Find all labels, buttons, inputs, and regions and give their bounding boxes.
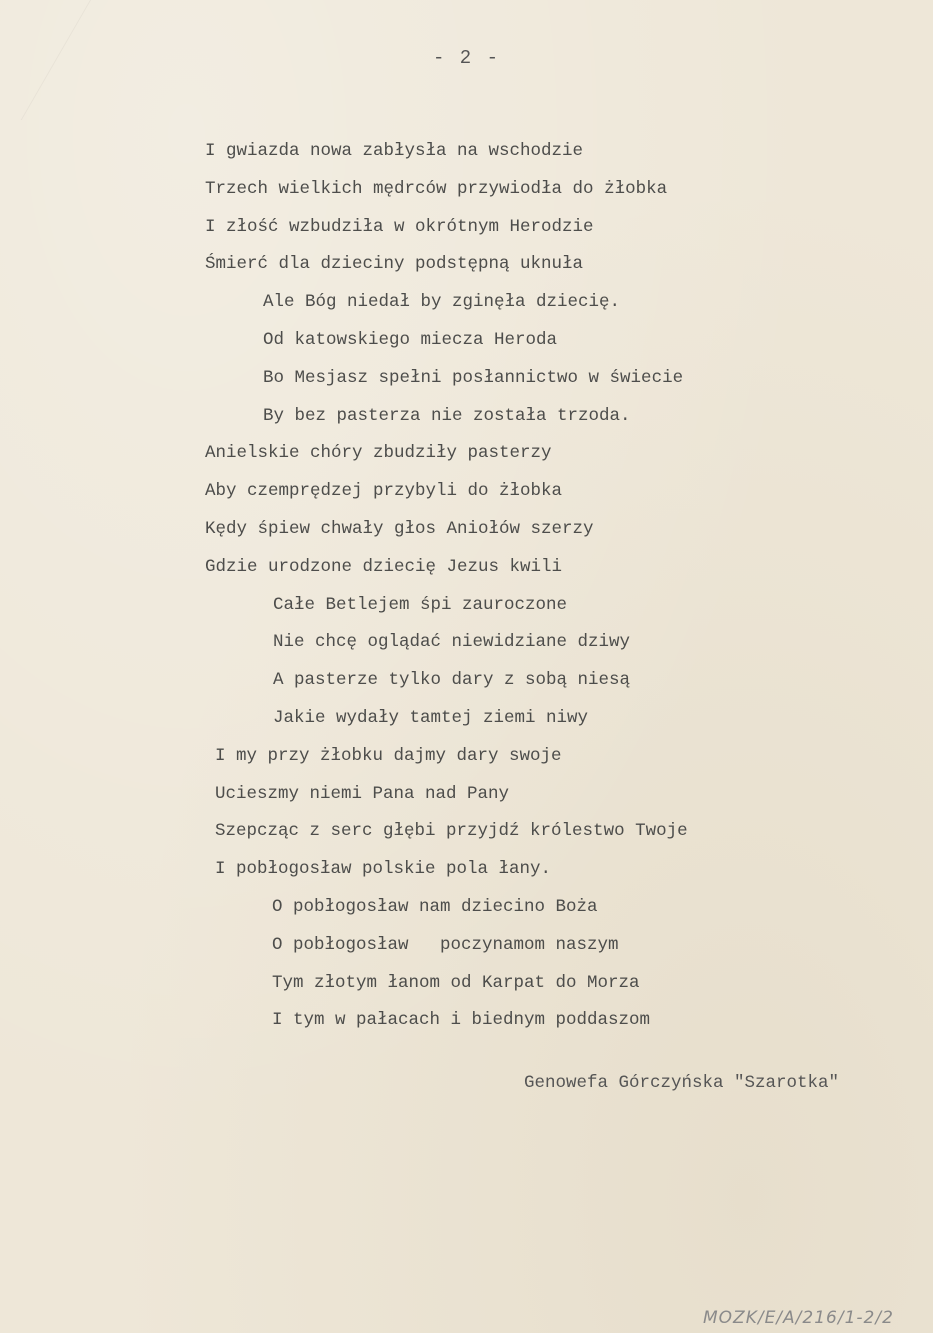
poem-line: Gdzie urodzone dziecię Jezus kwili xyxy=(205,557,563,577)
poem-line: Anielskie chóry zbudziły pasterzy xyxy=(205,443,552,463)
archive-reference-mark: MOZK/E/A/216/1-2/2 xyxy=(703,1308,894,1328)
poem-line: I tym w pałacach i biednym poddaszom xyxy=(272,1010,651,1030)
poem-line: I pobłogosław polskie pola łany. xyxy=(215,859,552,879)
poem-line: O pobłogosław nam dziecino Boża xyxy=(272,897,598,917)
poem-line: Ale Bóg niedał by zginęła dziecię. xyxy=(263,292,621,312)
poem-line: A pasterze tylko dary z sobą niesą xyxy=(273,670,631,690)
poem-line: Całe Betlejem śpi zauroczone xyxy=(273,595,568,615)
poem-line: I złość wzbudziła w okrótnym Herodzie xyxy=(205,217,594,237)
poem-line: Tym złotym łanom od Karpat do Morza xyxy=(272,973,640,993)
poem-line: Śmierć dla dzieciny podstępną uknuła xyxy=(205,254,584,274)
poem-line: O pobłogosław poczynamom naszym xyxy=(272,935,619,955)
poem-line: Bo Mesjasz spełni posłannictwo w świecie xyxy=(263,368,684,388)
poem-line: Szepcząc z serc głębi przyjdź królestwo Twoje xyxy=(215,821,688,841)
poem-line: I gwiazda nowa zabłysła na wschodzie xyxy=(205,141,584,161)
poem-line: By bez pasterza nie została trzoda. xyxy=(263,406,631,426)
author-signature: Genowefa Górczyńska "Szarotka" xyxy=(524,1073,840,1093)
poem-line: Od katowskiego miecza Heroda xyxy=(263,330,558,350)
poem-line: Kędy śpiew chwały głos Aniołów szerzy xyxy=(205,519,594,539)
poem-line: Ucieszmy niemi Pana nad Pany xyxy=(215,784,510,804)
poem-line: I my przy żłobku dajmy dary swoje xyxy=(215,746,562,766)
poem-line: Aby czemprędzej przybyli do żłobka xyxy=(205,481,563,501)
poem-line: Jakie wydały tamtej ziemi niwy xyxy=(273,708,589,728)
poem-line: Nie chcę oglądać niewidziane dziwy xyxy=(273,632,631,652)
poem-line: Trzech wielkich mędrców przywiodła do żłobka xyxy=(205,179,668,199)
page-number: - 2 - xyxy=(432,47,500,69)
